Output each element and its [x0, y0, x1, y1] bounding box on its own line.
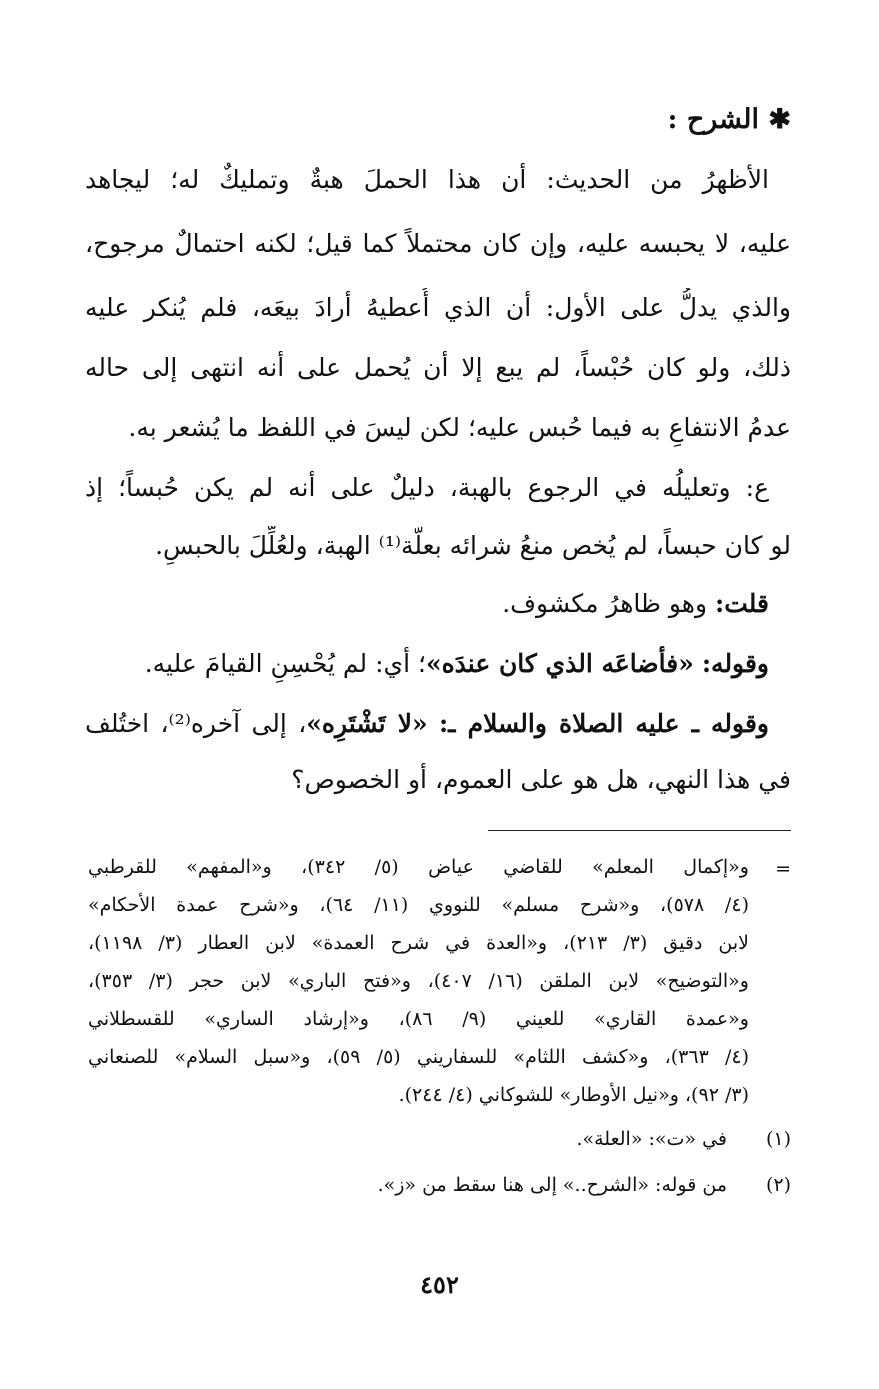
footnote-1-text: في «ت»: «العلة».	[576, 1128, 727, 1150]
qawluhu-text: ؛ أي: لم يُحْسِنِ القيامَ عليه.	[144, 649, 426, 678]
body-line-4: ذلك، ولو كان حُبْساً، لم يبع إلا أن يُحمل على أنه انتهى إلى حاله	[85, 353, 791, 382]
footnote-line-7: (٣/ ٩٢)، و«نيل الأوطار» للشوكاني (٤/ ٢٤٤).	[398, 1084, 749, 1106]
footnote-2-marker: (٢)	[765, 1174, 791, 1196]
qult-text: وهو ظاهرُ مكشوف.	[502, 589, 708, 618]
heading-text: الشرح :	[667, 104, 759, 135]
qawluhu-line-2	[85, 704, 769, 744]
qawluhu-line-3: في هذا النهي، هل هو على العموم، أو الخصوص؟	[291, 765, 791, 794]
footnote-1-marker: (١)	[765, 1128, 791, 1150]
qawluhu2-label: وقوله ـ عليه الصلاة والسلام ـ:	[438, 709, 769, 738]
qawluhu2-text: ، إلى آخره⁽²⁾، اختُلف	[85, 709, 307, 738]
hadith-quote: «فأضاعَه الذي كان عندَه»	[425, 649, 694, 678]
section-heading	[667, 104, 791, 135]
qawluhu-label: وقوله:	[701, 649, 769, 678]
body-line-2: عليه، لا يحبسه عليه، وإن كان محتملاً كما قيل؛ لكنه احتمالٌ مرجوح،	[85, 229, 791, 258]
footnote-line-4: و«التوضيح» لابن الملقن (١٦/ ٤٠٧)، و«فتح الباري» لابن حجر (٣/ ٣٥٣)،	[88, 970, 749, 992]
footnote-2-text: من قوله: «الشرح..» إلى هنا سقط من «ز».	[377, 1174, 727, 1196]
hadith-quote-2: «لا تَشْتَرِه»	[306, 709, 428, 738]
body-line-3: والذي يدلُّ على الأول: أن الذي أُعطيهُ أرادَ بيعَه، فلم يُنكر عليه	[85, 293, 791, 322]
footnote-divider	[488, 830, 791, 831]
footnote-line-5: و«عمدة القاري» للعيني (٩/ ٨٦)، و«إرشاد الساري» للقسطلاني	[88, 1008, 749, 1030]
footnote-line-3: لابن دقيق (٣/ ٢١٣)، و«العدة في شرح العمدة» لابن العطار (٣/ ١١٩٨)،	[88, 932, 749, 954]
qawluhu-line-1	[85, 644, 769, 684]
body-line-5: عدمُ الانتفاعِ به فيما حُبس عليه؛ لكن ليسَ في اللفظ ما يُشعر به.	[128, 413, 791, 442]
footnote-continuation-marker: =	[775, 858, 791, 880]
body-line-1: الأظهرُ من الحديث: أن هذا الحملَ هبةٌ وتمليكٌ له؛ ليجاهد	[85, 165, 769, 194]
footnote-line-6: (٤/ ٣٦٣)، و«كشف اللثام» للسفاريني (٥/ ٥٩)، و«سبل السلام» للصنعاني	[88, 1046, 749, 1068]
qult-line	[85, 584, 769, 624]
body-line-6: ع: وتعليلُه في الرجوع بالهبة، دليلٌ على أنه لم يكن حُبساً؛ إذ	[85, 473, 769, 502]
footnote-line-1: و«إكمال المعلم» للقاضي عياض (٥/ ٣٤٢)، و«المفهم» للقرطبي	[88, 856, 749, 878]
page-number: ٤٥٢	[420, 1270, 459, 1299]
body-line-7: لو كان حبساً، لم يُخص منعُ شرائه بعلّة⁽¹⁾ الهبة، ولعُلِّلَ بالحبسِ.	[155, 531, 791, 560]
qult-label: قلت:	[714, 589, 769, 618]
footnote-line-2: (٤/ ٥٧٨)، و«شرح مسلم» للنووي (١١/ ٦٤)، و«شرح عمدة الأحكام»	[88, 894, 749, 916]
asterisk-icon: ✱	[768, 104, 791, 135]
